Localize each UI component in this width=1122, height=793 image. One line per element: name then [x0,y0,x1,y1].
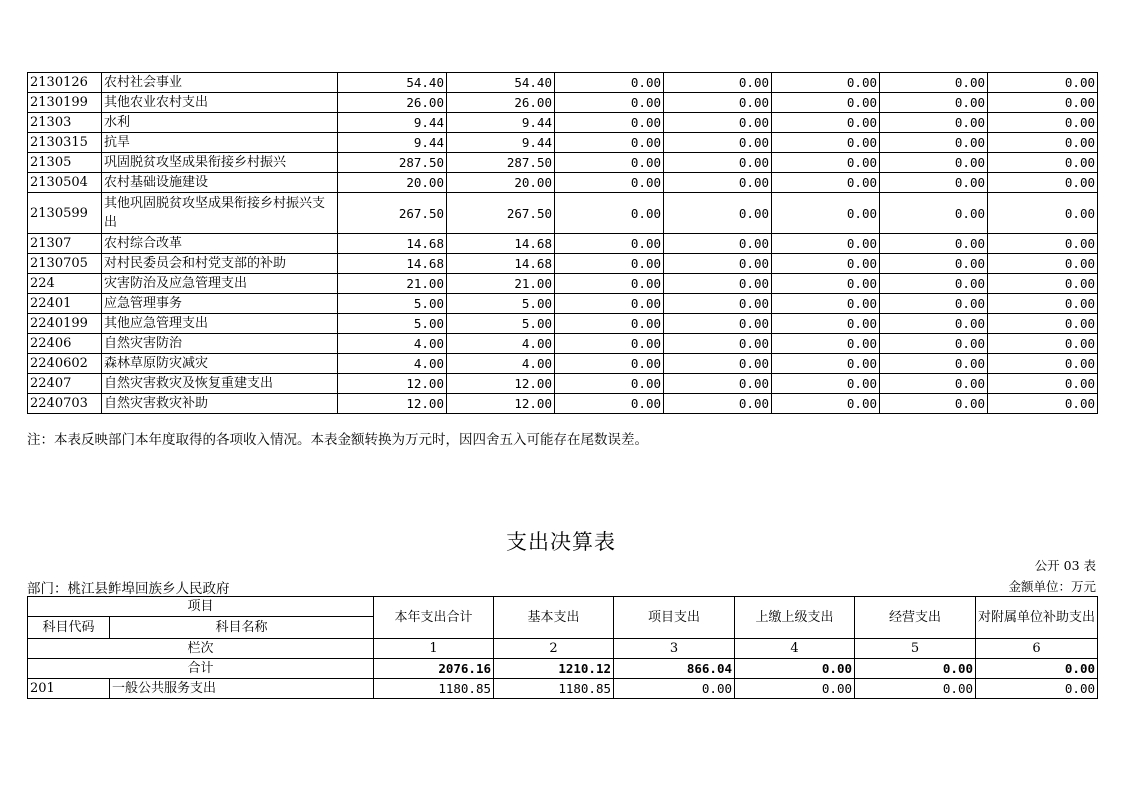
subject-name: 其他应急管理支出 [102,314,338,334]
amount-cell: 0.00 [880,153,988,173]
col-number: 1 [374,639,494,659]
amount-cell: 0.00 [555,193,664,234]
total-label: 合计 [28,659,374,679]
header-operating-expenditure: 经营支出 [855,597,976,639]
subject-code: 2240602 [28,354,102,374]
amount-cell: 0.00 [988,334,1098,354]
table-row [28,73,1098,93]
col-number: 4 [735,639,855,659]
amount-cell: 0.00 [988,113,1098,133]
amount-cell: 0.00 [664,254,772,274]
amount-cell: 267.50 [447,193,555,234]
amount-cell: 54.40 [338,73,447,93]
amount-cell: 0.00 [880,374,988,394]
amount-cell: 0.00 [664,314,772,334]
amount-cell: 0.00 [880,113,988,133]
amount-cell: 0.00 [880,93,988,113]
amount-cell: 0.00 [880,294,988,314]
amount-cell: 0.00 [772,394,880,414]
subject-code: 2130705 [28,254,102,274]
amount-cell: 0.00 [988,314,1098,334]
header-project-expenditure: 项目支出 [614,597,735,639]
amount-cell: 0.00 [664,374,772,394]
amount-cell: 0.00 [664,173,772,193]
amount-cell: 0.00 [772,374,880,394]
amount-cell: 14.68 [447,234,555,254]
amount-cell: 0.00 [555,173,664,193]
total-value: 1210.12 [494,659,614,679]
subject-name: 对村民委员会和村党支部的补助 [102,254,338,274]
header-remit-superior: 上缴上级支出 [735,597,855,639]
amount-cell: 0.00 [772,193,880,234]
amount-cell: 0.00 [664,73,772,93]
amount-cell: 12.00 [338,374,447,394]
amount-cell: 0.00 [555,314,664,334]
amount-cell: 14.68 [338,254,447,274]
amount-cell: 0.00 [880,254,988,274]
amount-cell: 0.00 [988,193,1098,234]
subject-name: 巩固脱贫攻坚成果衔接乡村振兴 [102,153,338,173]
table-number: 公开 03 表 [1034,558,1096,573]
amount-cell: 0.00 [555,153,664,173]
subject-code: 2130315 [28,133,102,153]
amount-cell: 0.00 [988,73,1098,93]
table-row [28,133,1098,153]
header-basic-expenditure: 基本支出 [494,597,614,639]
subject-name: 抗旱 [102,133,338,153]
amount-cell: 20.00 [447,173,555,193]
amount-cell: 26.00 [447,93,555,113]
amount-cell: 0.00 [664,153,772,173]
amount-cell: 5.00 [447,314,555,334]
total-value: 2076.16 [374,659,494,679]
amount-cell: 1180.85 [374,679,494,699]
subject-code: 2240199 [28,314,102,334]
amount-cell: 0.00 [880,193,988,234]
header-name: 科目名称 [110,617,374,639]
table-row [28,173,1098,193]
amount-cell: 267.50 [338,193,447,234]
amount-cell: 0.00 [988,354,1098,374]
amount-cell: 4.00 [338,334,447,354]
amount-cell: 0.00 [772,153,880,173]
subject-name: 自然灾害救灾补助 [102,394,338,414]
amount-cell: 0.00 [772,254,880,274]
subject-name: 自然灾害救灾及恢复重建支出 [102,374,338,394]
amount-cell: 0.00 [664,274,772,294]
amount-cell: 5.00 [338,294,447,314]
amount-cell: 5.00 [447,294,555,314]
table-row [28,294,1098,314]
table-row [28,254,1098,274]
amount-cell: 0.00 [772,133,880,153]
amount-cell: 0.00 [880,334,988,354]
table-row [28,394,1098,414]
subject-code: 2240703 [28,394,102,414]
subject-code: 2130504 [28,173,102,193]
table-row [28,354,1098,374]
total-value: 866.04 [614,659,735,679]
amount-cell: 0.00 [880,274,988,294]
table-row [28,334,1098,354]
table-row [28,153,1098,173]
amount-cell: 0.00 [988,173,1098,193]
table-row [28,193,1098,234]
amount-cell: 0.00 [664,334,772,354]
amount-unit-label: 金额单位：万元 [1008,579,1096,594]
amount-cell: 0.00 [880,133,988,153]
subject-code: 22407 [28,374,102,394]
subject-name: 水利 [102,113,338,133]
total-value: 0.00 [735,659,855,679]
amount-cell: 0.00 [555,254,664,274]
amount-cell: 0.00 [555,354,664,374]
amount-cell: 287.50 [338,153,447,173]
table-row [28,274,1098,294]
amount-cell: 0.00 [880,73,988,93]
amount-cell: 0.00 [555,133,664,153]
table-row [28,679,1098,699]
subject-code: 201 [28,679,110,699]
amount-cell: 0.00 [772,334,880,354]
amount-cell: 0.00 [772,274,880,294]
amount-cell: 9.44 [447,133,555,153]
amount-cell: 0.00 [772,234,880,254]
amount-cell: 9.44 [338,133,447,153]
amount-cell: 0.00 [555,294,664,314]
col-number: 5 [855,639,976,659]
amount-cell: 4.00 [338,354,447,374]
amount-cell: 0.00 [988,374,1098,394]
subject-name: 农村基础设施建设 [102,173,338,193]
table-note: 注：本表反映部门本年度取得的各项收入情况。本表金额转换为万元时，因四舍五入可能存在尾数误差。 [27,432,648,448]
subject-code: 21307 [28,234,102,254]
subject-code: 2130126 [28,73,102,93]
subject-code: 21305 [28,153,102,173]
header-code: 科目代码 [28,617,110,639]
subject-code: 2130599 [28,193,102,234]
table-row [28,93,1098,113]
amount-cell: 0.00 [664,394,772,414]
amount-cell: 0.00 [880,173,988,193]
amount-cell: 0.00 [555,394,664,414]
amount-cell: 1180.85 [494,679,614,699]
amount-cell: 0.00 [772,314,880,334]
amount-cell: 21.00 [447,274,555,294]
amount-cell: 9.44 [338,113,447,133]
amount-cell: 54.40 [447,73,555,93]
amount-cell: 5.00 [338,314,447,334]
amount-cell: 0.00 [988,133,1098,153]
amount-cell: 14.68 [447,254,555,274]
subject-name: 一般公共服务支出 [110,679,374,699]
amount-cell: 21.00 [338,274,447,294]
row-label: 栏次 [28,639,374,659]
amount-cell: 0.00 [772,73,880,93]
header-item: 项目 [28,597,374,617]
amount-cell: 0.00 [555,374,664,394]
total-value: 0.00 [855,659,976,679]
amount-cell: 0.00 [772,93,880,113]
income-table-continued [27,72,1098,414]
amount-cell: 0.00 [664,133,772,153]
amount-cell: 0.00 [664,113,772,133]
amount-cell: 0.00 [664,354,772,374]
amount-cell: 0.00 [988,394,1098,414]
amount-cell: 4.00 [447,354,555,374]
table-row [28,374,1098,394]
amount-cell: 0.00 [855,679,976,699]
total-value: 0.00 [976,659,1098,679]
subject-code: 224 [28,274,102,294]
col-number: 3 [614,639,735,659]
amount-cell: 0.00 [555,73,664,93]
header-subsidiary-subsidy: 对附属单位补助支出 [976,597,1098,639]
amount-cell: 0.00 [772,294,880,314]
header-total-expenditure: 本年支出合计 [374,597,494,639]
amount-cell: 0.00 [772,173,880,193]
amount-cell: 12.00 [447,374,555,394]
col-number: 2 [494,639,614,659]
amount-cell: 14.68 [338,234,447,254]
amount-cell: 0.00 [880,234,988,254]
amount-cell: 0.00 [772,354,880,374]
amount-cell: 26.00 [338,93,447,113]
amount-cell: 0.00 [988,93,1098,113]
amount-cell: 12.00 [338,394,447,414]
amount-cell: 0.00 [772,113,880,133]
amount-cell: 0.00 [988,254,1098,274]
page-title: 支出决算表 [506,530,616,554]
col-number: 6 [976,639,1098,659]
amount-cell: 0.00 [555,93,664,113]
amount-cell: 0.00 [735,679,855,699]
expenditure-table [27,596,1098,699]
subject-name: 森林草原防灾减灾 [102,354,338,374]
amount-cell: 0.00 [988,294,1098,314]
amount-cell: 12.00 [447,394,555,414]
amount-cell: 0.00 [555,334,664,354]
amount-cell: 0.00 [555,234,664,254]
amount-cell: 0.00 [976,679,1098,699]
subject-name: 应急管理事务 [102,294,338,314]
amount-cell: 0.00 [555,113,664,133]
amount-cell: 0.00 [880,354,988,374]
amount-cell: 0.00 [880,394,988,414]
amount-cell: 9.44 [447,113,555,133]
subject-name: 其他农业农村支出 [102,93,338,113]
subject-name: 农村综合改革 [102,234,338,254]
amount-cell: 0.00 [880,314,988,334]
subject-code: 2130199 [28,93,102,113]
table-row [28,113,1098,133]
amount-cell: 0.00 [664,294,772,314]
subject-name: 灾害防治及应急管理支出 [102,274,338,294]
subject-name: 农村社会事业 [102,73,338,93]
subject-code: 22401 [28,294,102,314]
amount-cell: 20.00 [338,173,447,193]
amount-cell: 0.00 [664,193,772,234]
amount-cell: 0.00 [988,234,1098,254]
amount-cell: 0.00 [664,234,772,254]
amount-cell: 0.00 [555,274,664,294]
department-label: 部门：桃江县鲊埠回族乡人民政府 [27,581,230,597]
subject-name: 其他巩固脱贫攻坚成果衔接乡村振兴支出 [102,193,338,234]
table-row [28,314,1098,334]
amount-cell: 287.50 [447,153,555,173]
amount-cell: 0.00 [988,274,1098,294]
subject-code: 21303 [28,113,102,133]
subject-name: 自然灾害防治 [102,334,338,354]
subject-code: 22406 [28,334,102,354]
amount-cell: 0.00 [614,679,735,699]
table-row [28,234,1098,254]
amount-cell: 4.00 [447,334,555,354]
amount-cell: 0.00 [664,93,772,113]
amount-cell: 0.00 [988,153,1098,173]
